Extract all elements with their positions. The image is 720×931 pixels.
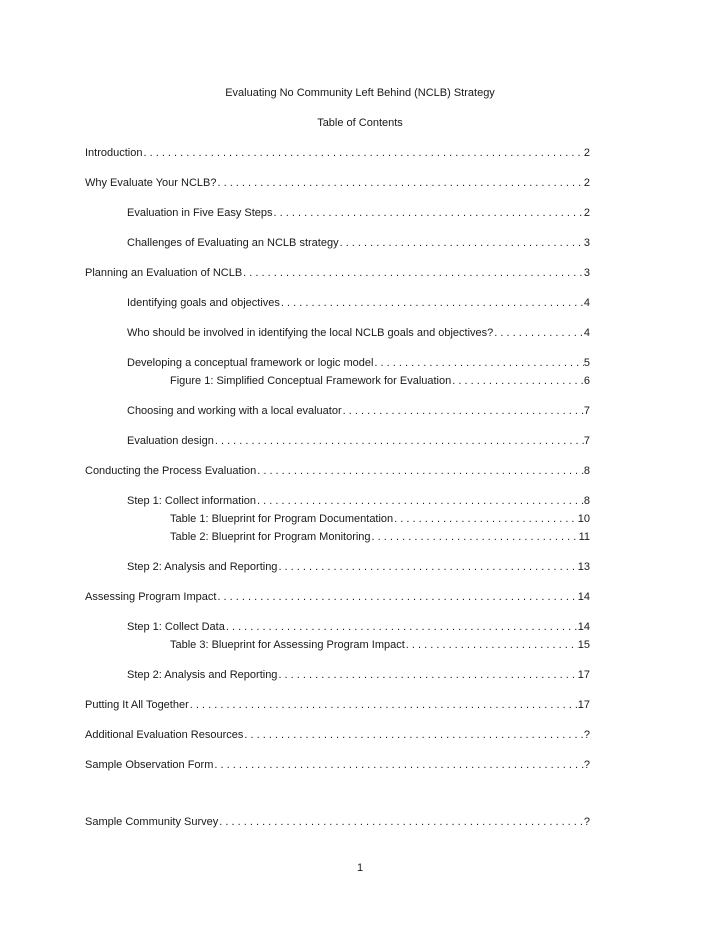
toc-entry-page: 8 bbox=[583, 465, 590, 477]
toc-entry[interactable] bbox=[127, 236, 590, 250]
toc-entry-page: 2 bbox=[583, 207, 590, 219]
toc-entry[interactable] bbox=[127, 560, 590, 574]
toc-leader bbox=[451, 374, 584, 388]
toc-entry[interactable] bbox=[127, 296, 590, 310]
toc-leader bbox=[214, 434, 584, 448]
toc-leader bbox=[280, 296, 584, 310]
toc-entry-page: 4 bbox=[583, 327, 590, 339]
toc-entry[interactable] bbox=[85, 758, 590, 772]
toc-leader bbox=[277, 560, 577, 574]
toc-entry[interactable] bbox=[127, 434, 590, 448]
toc-entry-page: 3 bbox=[583, 267, 590, 279]
toc-leader bbox=[342, 404, 584, 418]
toc-leader bbox=[242, 266, 584, 280]
toc-entry-page: 13 bbox=[577, 561, 590, 573]
toc-entry-label: Sample Community Survey bbox=[85, 816, 219, 828]
toc-leader bbox=[405, 638, 578, 652]
toc-entry-label: Challenges of Evaluating an NCLB strategy bbox=[127, 237, 339, 249]
toc-leader bbox=[339, 236, 584, 250]
toc-entry[interactable] bbox=[85, 464, 590, 478]
toc-entry-label: Why Evaluate Your NCLB? bbox=[85, 177, 217, 189]
toc-entry-page: 11 bbox=[578, 531, 590, 543]
toc-entry-label: Step 2: Analysis and Reporting bbox=[127, 669, 278, 681]
toc-entry-page: 14 bbox=[577, 591, 590, 603]
toc-entry[interactable] bbox=[170, 374, 590, 388]
toc-entry[interactable] bbox=[85, 146, 590, 160]
toc-entry-page: 4 bbox=[583, 297, 590, 309]
toc-entry-label: Developing a conceptual framework or logic model bbox=[127, 357, 374, 369]
toc-entry-label: Sample Observation Form bbox=[85, 759, 214, 771]
toc-leader bbox=[256, 494, 584, 508]
toc-entry-label: Evaluation in Five Easy Steps bbox=[127, 207, 273, 219]
toc-entry-page: 5 bbox=[583, 357, 590, 369]
toc-leader bbox=[371, 530, 579, 544]
toc-entry-label: Figure 1: Simplified Conceptual Framework for Evaluation bbox=[170, 375, 452, 387]
toc-entry-label: Step 1: Collect information bbox=[127, 495, 257, 507]
toc-entry[interactable] bbox=[127, 494, 590, 508]
toc-leader bbox=[142, 146, 583, 160]
toc-entry-label: Assessing Program Impact bbox=[85, 591, 217, 603]
page-number: 1 bbox=[356, 862, 364, 874]
toc-entry[interactable] bbox=[85, 728, 590, 742]
toc-leader bbox=[277, 668, 577, 682]
toc-entry[interactable] bbox=[170, 638, 590, 652]
toc-leader bbox=[225, 620, 578, 634]
toc-leader bbox=[393, 512, 578, 526]
toc-leader bbox=[213, 758, 583, 772]
toc-entry-label: Evaluation design bbox=[127, 435, 214, 447]
toc-leader bbox=[243, 728, 584, 742]
toc-entry-page: 2 bbox=[583, 177, 590, 189]
toc-entry-page: 8 bbox=[583, 495, 590, 507]
toc-leader bbox=[493, 326, 584, 340]
toc-entry-page: 15 bbox=[577, 639, 590, 651]
toc-entry-label: Planning an Evaluation of NCLB bbox=[85, 267, 243, 279]
toc-entry-page: 6 bbox=[583, 375, 590, 387]
toc-entry-page: ? bbox=[583, 729, 590, 741]
toc-entry-page: ? bbox=[583, 759, 590, 771]
toc-leader bbox=[218, 815, 584, 829]
toc-entry-label: Table 3: Blueprint for Assessing Program Impact bbox=[170, 639, 405, 651]
toc-entry[interactable] bbox=[170, 512, 590, 526]
toc-entry-label: Introduction bbox=[85, 147, 143, 159]
toc-entry[interactable] bbox=[127, 206, 590, 220]
toc-entry-label: Identifying goals and objectives bbox=[127, 297, 280, 309]
toc-entry[interactable] bbox=[85, 815, 590, 829]
toc-entry-label: Table 2: Blueprint for Program Monitoring bbox=[170, 531, 371, 543]
toc-leader bbox=[273, 206, 584, 220]
toc-entry-label: Additional Evaluation Resources bbox=[85, 729, 244, 741]
toc-entry[interactable] bbox=[127, 620, 590, 634]
toc-entry[interactable] bbox=[85, 698, 590, 712]
toc-entry[interactable] bbox=[85, 266, 590, 280]
toc-entry-label: Who should be involved in identifying the local NCLB goals and objectives? bbox=[127, 327, 494, 339]
toc-entry-label: Step 1: Collect Data bbox=[127, 621, 225, 633]
toc-heading: Table of Contents bbox=[317, 117, 403, 129]
toc-entry-page: 7 bbox=[583, 405, 590, 417]
toc-leader bbox=[189, 698, 578, 712]
toc-entry[interactable] bbox=[85, 176, 590, 190]
toc-entry-page: 10 bbox=[577, 513, 590, 525]
toc-leader bbox=[373, 356, 583, 370]
toc-entry-label: Conducting the Process Evaluation bbox=[85, 465, 257, 477]
toc-entry-page: 17 bbox=[577, 669, 590, 681]
toc-leader bbox=[256, 464, 584, 478]
toc-entry[interactable] bbox=[127, 326, 590, 340]
toc-entry-label: Table 1: Blueprint for Program Documentation bbox=[170, 513, 394, 525]
toc-leader bbox=[216, 590, 577, 604]
toc-entry[interactable] bbox=[85, 590, 590, 604]
toc-entry[interactable] bbox=[127, 356, 590, 370]
toc-entry-label: Step 2: Analysis and Reporting bbox=[127, 561, 278, 573]
toc-leader bbox=[216, 176, 583, 190]
toc-entry[interactable] bbox=[127, 404, 590, 418]
toc-entry-label: Putting It All Together bbox=[85, 699, 189, 711]
toc-entry-page: 7 bbox=[583, 435, 590, 447]
toc-entry-page: 14 bbox=[577, 621, 590, 633]
toc-entry-page: ? bbox=[583, 816, 590, 828]
toc-entry-page: 3 bbox=[583, 237, 590, 249]
document-title: Evaluating No Community Left Behind (NCLB) Strategy bbox=[225, 87, 495, 99]
toc-entry[interactable] bbox=[127, 668, 590, 682]
toc-entry-page: 17 bbox=[577, 699, 590, 711]
toc-entry[interactable] bbox=[170, 530, 590, 544]
toc-entry-page: 2 bbox=[583, 147, 590, 159]
toc-entry-label: Choosing and working with a local evaluator bbox=[127, 405, 342, 417]
